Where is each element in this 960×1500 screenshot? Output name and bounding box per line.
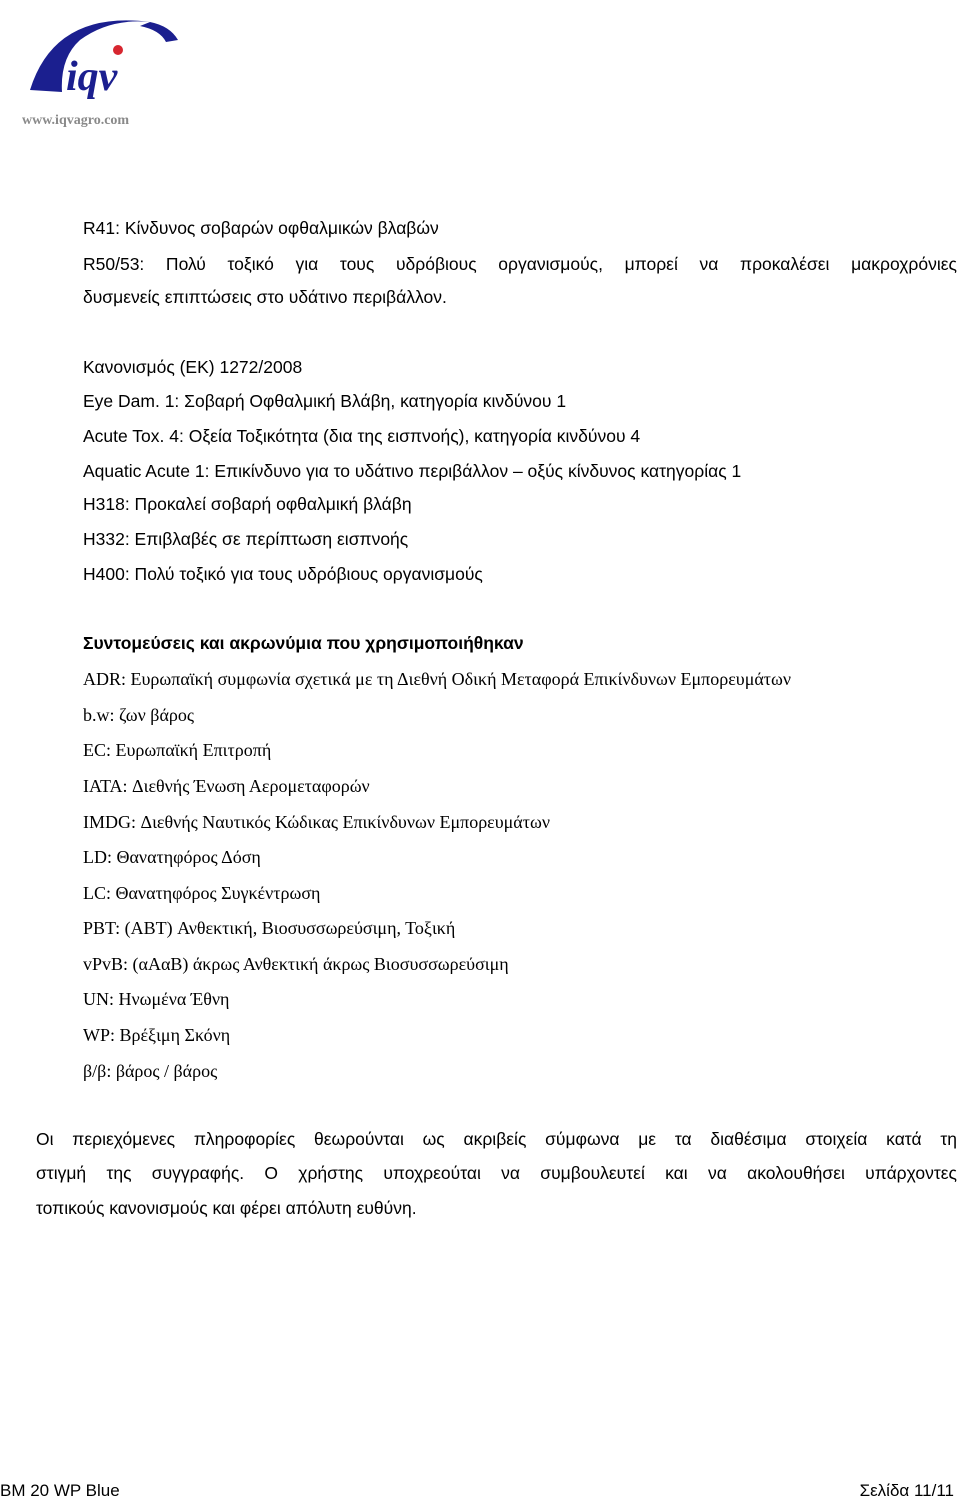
regulation-item: Acute Tox. 4: Οξεία Τοξικότητα (δια της εισπνοής), κατηγορία κινδύνου 4 [83,426,641,446]
abbreviation-item: WP: Βρέξιμη Σκόνη [83,1025,231,1045]
abbreviation-item: vPvB: (αΑαΒ) άκρως Ανθεκτική άκρως Βιοσυσσωρεύσιμη [83,954,509,974]
logo-url: www.iqvagro.com [22,113,130,128]
abbreviation-item: IMDG: Διεθνής Ναυτικός Κώδικας Επικίνδυνων Εμπορευμάτων [83,812,550,832]
disclaimer-line: στιγμή της συγγραφής. Ο χρήστης υποχρεούται να συμβουλευτεί και να ακολουθήσει υπάρχοντες [36,1163,957,1183]
abbreviation-item: LC: Θανατηφόρος Συγκέντρωση [83,883,321,903]
footer-product: BM 20 WP Blue [0,1481,120,1500]
company-logo [0,0,200,140]
abbreviation-item: b.w: ζων βάρος [83,705,194,725]
hazard-phrase-r50-53-cont: δυσμενείς επιπτώσεις στο υδάτινο περιβάλλον. [83,287,447,307]
regulation-item: H332: Επιβλαβές σε περίπτωση εισπνοής [83,529,409,549]
abbreviations-title: Συντομεύσεις και ακρωνύμια που χρησιμοποιήθηκαν [83,633,524,653]
regulation-item: H318: Προκαλεί σοβαρή οφθαλμική βλάβη [83,494,412,514]
footer-page-number: Σελίδα 11/11 [859,1481,954,1500]
hazard-phrase-r41: R41: Κίνδυνος σοβαρών οφθαλμικών βλαβών [83,218,439,238]
hazard-phrase-r50-53: R50/53: Πολύ τοξικό για τους υδρόβιους οργανισμούς, μπορεί να προκαλέσει μακροχρόνιες [83,254,957,274]
disclaimer-line: τοπικούς κανονισμούς και φέρει απόλυτη ευθύνη. [36,1198,417,1218]
regulation-title: Κανονισμός (ΕΚ) 1272/2008 [83,357,303,377]
regulation-item: H400: Πολύ τοξικό για τους υδρόβιους οργανισμούς [83,564,483,584]
abbreviation-item: PBT: (ΑΒΤ) Ανθεκτική, Βιοσυσσωρεύσιμη, Τοξική [83,918,456,938]
regulation-item: Aquatic Acute 1: Επικίνδυνο για το υδάτινο περιβάλλον – οξύς κίνδυνος κατηγορίας 1 [83,461,742,481]
disclaimer-line: Οι περιεχόμενες πληροφορίες θεωρούνται ως ακριβείς σύμφωνα με τα διαθέσιμα στοιχεία κατά τη [36,1129,957,1149]
abbreviation-item: EC: Ευρωπαϊκή Επιτροπή [83,740,272,760]
logo-wordmark: iqv [66,54,118,100]
abbreviation-item: LD: Θανατηφόρος Δόση [83,847,261,867]
regulation-item: Eye Dam. 1: Σοβαρή Οφθαλμική Βλάβη, κατηγορία κινδύνου 1 [83,391,567,411]
abbreviation-item: ADR: Ευρωπαϊκή συμφωνία σχετικά με τη Διεθνή Οδική Μεταφορά Επικίνδυνων Εμπορευμάτων [83,669,792,689]
abbreviation-item: β/β: βάρος / βάρος [83,1061,218,1081]
abbreviation-item: UN: Ηνωμένα Έθνη [83,989,230,1009]
abbreviation-item: IATA: Διεθνής Ένωση Αερομεταφορών [83,776,370,796]
